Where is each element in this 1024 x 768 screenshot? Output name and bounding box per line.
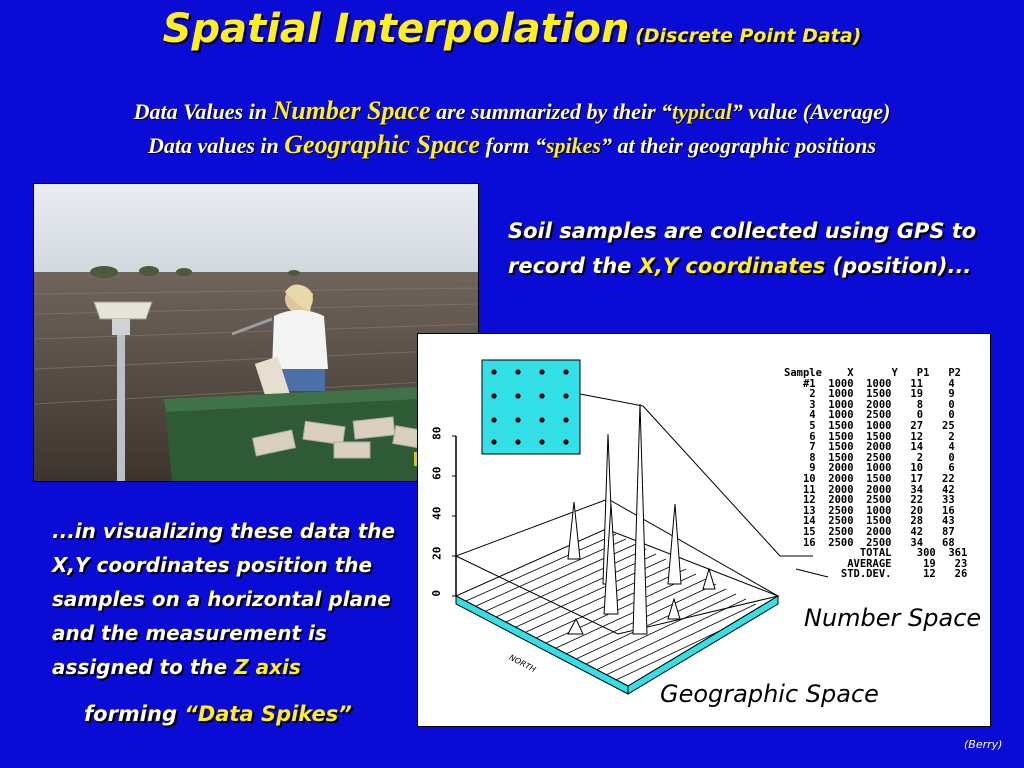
forming-data-spikes xyxy=(84,702,352,726)
intro-text: ” at their geographic positions xyxy=(600,133,877,158)
intro-highlight: Geographic Space xyxy=(284,130,480,159)
data-spike-panel xyxy=(417,333,991,727)
intro-highlight: spikes xyxy=(545,133,601,158)
table-row: 2 1000 1500 19 9 xyxy=(784,388,955,401)
soil-note-line xyxy=(508,249,976,284)
spike xyxy=(633,404,647,634)
intro-highlight: typical xyxy=(672,99,732,124)
z-tick-0: 0 xyxy=(430,589,444,597)
table-summary-row: AVERAGE 19 23 xyxy=(784,557,968,570)
table-row: 4 1000 2500 0 0 xyxy=(784,409,955,422)
table-summary-row: TOTAL 300 361 xyxy=(784,547,968,560)
table-row: 3 1000 2000 8 0 xyxy=(784,398,955,411)
intro-line-2 xyxy=(0,130,1024,160)
viz-note-text: assigned to the xyxy=(52,655,235,679)
geographic-space-label: Geographic Space xyxy=(660,680,879,708)
z-tick-40: 40 xyxy=(430,506,444,520)
slide-title xyxy=(0,6,1024,52)
table-row: 12 2000 2500 22 33 xyxy=(784,494,955,507)
photo-illustration xyxy=(34,184,478,481)
table-row: 8 1500 2500 2 0 xyxy=(784,451,955,464)
north-label: NORTH xyxy=(507,652,538,675)
intro-line-1 xyxy=(0,96,1024,126)
forming-highlight: “Data Spikes” xyxy=(184,702,352,726)
table-summary-row: STD.DEV. 12 26 xyxy=(784,568,968,581)
spike xyxy=(668,504,681,584)
viz-note-line xyxy=(52,650,395,684)
intro-text: Data values in xyxy=(147,133,285,158)
table-header: Sample X Y P1 P2 xyxy=(784,367,962,379)
z-tick-20: 20 xyxy=(430,546,444,560)
viz-note-line: and the measurement is xyxy=(52,621,327,645)
field-sampling-photo xyxy=(33,183,479,482)
soil-note-text: record the xyxy=(508,254,639,278)
title-subtitle: (Discrete Point Data) xyxy=(635,25,862,47)
viz-note-line: samples on a horizontal plane xyxy=(52,587,391,611)
intro-text: ” value (Average) xyxy=(731,99,891,124)
z-tick-60: 60 xyxy=(430,466,444,480)
soil-sample-note xyxy=(508,214,976,284)
intro-text: Data Values in xyxy=(133,99,273,124)
intro-text: are summarized by their “ xyxy=(430,99,673,124)
soil-note-text: (position)... xyxy=(825,254,972,278)
credit: (Berry) xyxy=(964,738,1003,751)
table-row: 10 2000 1500 17 22 xyxy=(784,472,955,485)
soil-note-line: Soil samples are collected using GPS to xyxy=(508,219,977,243)
soil-note-highlight: X,Y coordinates xyxy=(638,254,826,278)
viz-note-line: ...in visualizing these data the xyxy=(52,519,396,543)
title-main: Spatial Interpolation xyxy=(162,6,630,52)
viz-note-line: X,Y coordinates position the xyxy=(52,553,373,577)
intro-text: form “ xyxy=(479,133,546,158)
table-row: 11 2000 2000 34 42 xyxy=(784,483,955,496)
table-row: 15 2500 2000 42 87 xyxy=(784,525,955,538)
sample-table xyxy=(784,368,967,580)
table-row: 16 2500 2500 34 68 xyxy=(784,536,955,549)
table-row: #1 1000 1000 11 4 xyxy=(784,377,955,390)
table-row: 14 2500 1500 28 43 xyxy=(784,515,955,528)
viz-note-highlight: Z axis xyxy=(234,655,301,679)
table-row: 9 2000 1000 10 6 xyxy=(784,462,955,475)
table-row: 5 1500 1000 27 25 xyxy=(784,419,955,432)
table-row: 13 2500 1000 20 16 xyxy=(784,504,955,517)
table-row: 7 1500 2000 14 4 xyxy=(784,441,955,454)
table-row: 6 1500 1500 12 2 xyxy=(784,430,955,443)
intro-highlight: Number Space xyxy=(272,96,431,125)
visualization-note xyxy=(52,514,395,684)
forming-text: forming xyxy=(84,702,185,726)
z-tick-80: 80 xyxy=(430,426,444,440)
number-space-label: Number Space xyxy=(804,604,982,632)
